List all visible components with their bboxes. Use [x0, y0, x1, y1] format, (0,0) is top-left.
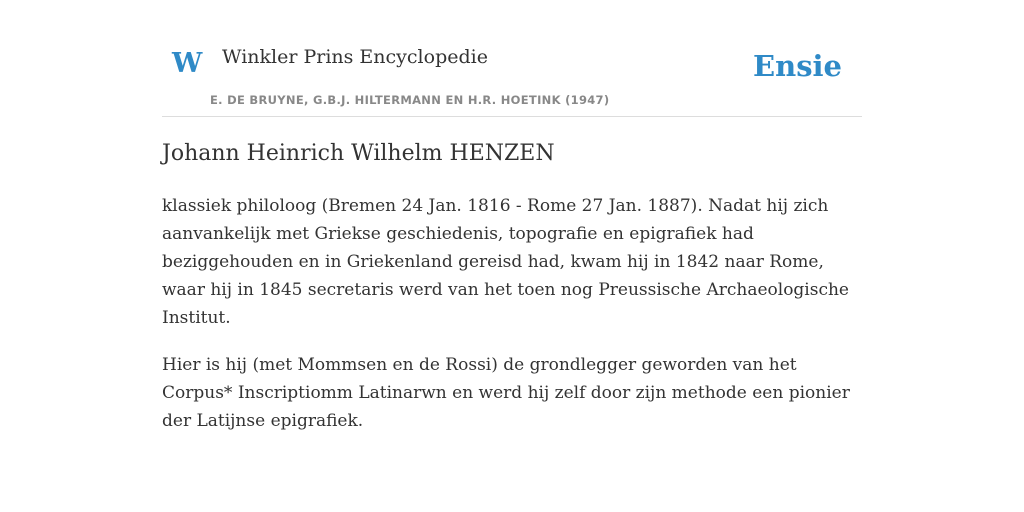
article-body	[162, 192, 862, 454]
source-header	[162, 0, 862, 117]
publication-logo-icon: W	[172, 48, 203, 79]
publication-authors: E. DE BRUYNE, G.B.J. HILTERMANN EN H.R. HOETINK (1947)	[210, 93, 610, 107]
publication-title[interactable]: Winkler Prins Encyclopedie	[222, 46, 488, 68]
article-paragraph: Hier is hij (met Mommsen en de Rossi) de grondlegger geworden van het Corpus* Inscriptiomm Latinarwn en werd hij zelf door zijn methode een pionier der Latijnse epigrafiek.	[162, 355, 850, 431]
ensie-logo-link[interactable]: Ensie	[753, 49, 842, 83]
article-paragraph: klassiek philoloog (Bremen 24 Jan. 1816 - Rome 27 Jan. 1887). Nadat hij zich aanvankelijk met Griekse geschiedenis, topografie en epigrafiek had beziggehouden en in Griekenland gereisd had, kwam hij in 1842 naar Rome, waar hij in 1845 secretaris werd van het toen nog Preussische Archaeologische Institut.	[162, 196, 849, 328]
page-container	[162, 0, 862, 431]
article-title: Johann Heinrich Wilhelm HENZEN	[162, 141, 555, 166]
